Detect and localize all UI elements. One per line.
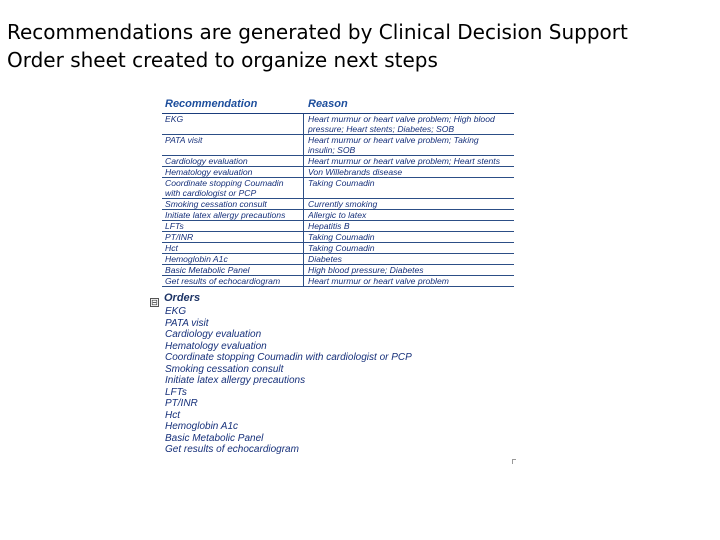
reason-text: Heart murmur or heart valve problem bbox=[308, 276, 449, 286]
recommendation-text: with cardiologist or PCP bbox=[165, 188, 257, 198]
table-row bbox=[162, 156, 514, 167]
header-reason: Reason bbox=[308, 98, 348, 110]
table-row bbox=[162, 276, 514, 287]
recommendation-text: Hemoglobin A1c bbox=[165, 254, 228, 264]
order-item[interactable]: Hematology evaluation bbox=[165, 340, 267, 352]
reason-text: Heart murmur or heart valve problem; Taking bbox=[308, 135, 479, 145]
resize-corner-icon bbox=[512, 459, 516, 464]
recommendation-cell bbox=[162, 199, 304, 209]
reason-cell bbox=[304, 232, 514, 242]
recommendation-text: EKG bbox=[165, 114, 184, 124]
reason-text: pressure; Heart stents; Diabetes; SOB bbox=[308, 124, 455, 134]
reason-cell bbox=[304, 276, 514, 286]
recommendation-table bbox=[162, 98, 514, 287]
order-item[interactable]: Hct bbox=[165, 409, 180, 421]
order-item[interactable]: Coordinate stopping Coumadin with cardiologist or PCP bbox=[165, 352, 412, 363]
table-row bbox=[162, 199, 514, 210]
reason-cell bbox=[304, 254, 514, 264]
recommendation-cell bbox=[162, 114, 304, 134]
table-header bbox=[162, 98, 514, 114]
reason-cell bbox=[304, 199, 514, 209]
order-item[interactable]: PATA visit bbox=[165, 317, 209, 329]
table-row bbox=[162, 254, 514, 265]
reason-text bbox=[308, 188, 514, 198]
reason-cell bbox=[304, 243, 514, 253]
table-row bbox=[162, 135, 514, 156]
reason-text: Diabetes bbox=[308, 254, 342, 264]
reason-text: Hepatitis B bbox=[308, 221, 350, 231]
reason-text: High blood pressure; Diabetes bbox=[308, 265, 424, 275]
order-item[interactable]: Initiate latex allergy precautions bbox=[165, 375, 306, 386]
reason-cell bbox=[304, 135, 514, 155]
order-item[interactable]: Basic Metabolic Panel bbox=[165, 432, 264, 444]
reason-cell bbox=[304, 265, 514, 275]
reason-cell bbox=[304, 156, 514, 166]
recommendation-text: Coordinate stopping Coumadin bbox=[165, 178, 284, 188]
reason-text: insulin; SOB bbox=[308, 145, 356, 155]
order-item[interactable]: Cardiology evaluation bbox=[165, 329, 262, 340]
orders-title: Orders bbox=[164, 292, 201, 304]
recommendation-cell bbox=[162, 156, 304, 166]
order-item[interactable]: EKG bbox=[165, 306, 187, 317]
table-row bbox=[162, 178, 514, 199]
recommendation-cell bbox=[162, 243, 304, 253]
order-item[interactable]: Smoking cessation consult bbox=[165, 363, 284, 375]
recommendation-text: Hct bbox=[165, 243, 178, 253]
table-row bbox=[162, 243, 514, 254]
reason-text: Heart murmur or heart valve problem; High blood bbox=[308, 114, 495, 124]
table-body bbox=[162, 114, 514, 287]
reason-text: Currently smoking bbox=[308, 199, 378, 209]
recommendation-text: Initiate latex allergy precautions bbox=[165, 210, 286, 220]
recommendation-text: PT/INR bbox=[165, 232, 194, 242]
collapse-icon[interactable]: ⊟ bbox=[151, 298, 158, 307]
reason-text: Taking Coumadin bbox=[308, 243, 375, 253]
reason-text: Taking Coumadin bbox=[308, 178, 375, 188]
recommendation-text: PATA visit bbox=[165, 135, 203, 145]
title-line-1: Recommendations are generated by Clinical Decision Support bbox=[7, 20, 628, 44]
slide-title bbox=[7, 18, 707, 74]
order-item[interactable]: PT/INR bbox=[165, 398, 198, 409]
table-row bbox=[162, 232, 514, 243]
title-line-2: Order sheet created to organize next steps bbox=[7, 48, 438, 72]
recommendation-text: Hematology evaluation bbox=[165, 167, 253, 177]
orders-panel bbox=[150, 291, 520, 466]
reason-cell bbox=[304, 167, 514, 177]
table-row bbox=[162, 210, 514, 221]
table-row bbox=[162, 167, 514, 178]
reason-text: Allergic to latex bbox=[308, 210, 367, 220]
reason-cell bbox=[304, 114, 514, 134]
recommendation-cell bbox=[162, 167, 304, 177]
recommendation-cell bbox=[162, 276, 304, 286]
reason-cell bbox=[304, 178, 514, 198]
recommendation-cell bbox=[162, 232, 304, 242]
order-item[interactable]: Get results of echocardiogram bbox=[165, 444, 299, 455]
order-list bbox=[165, 306, 412, 456]
header-recommendation: Recommendation bbox=[165, 98, 258, 110]
reason-text: Taking Coumadin bbox=[308, 232, 375, 242]
recommendation-text bbox=[165, 145, 303, 155]
recommendation-text: Get results of echocardiogram bbox=[165, 276, 281, 286]
reason-text: Heart murmur or heart valve problem; Heart stents bbox=[308, 156, 500, 166]
table-row bbox=[162, 265, 514, 276]
table-row bbox=[162, 114, 514, 135]
recommendation-text: LFTs bbox=[165, 221, 184, 231]
recommendation-cell bbox=[162, 221, 304, 231]
recommendation-text: Smoking cessation consult bbox=[165, 199, 267, 209]
order-item[interactable]: Hemoglobin A1c bbox=[165, 421, 239, 432]
recommendation-text: Basic Metabolic Panel bbox=[165, 265, 250, 275]
recommendation-cell bbox=[162, 265, 304, 275]
recommendation-cell bbox=[162, 210, 304, 220]
reason-text: Von Willebrands disease bbox=[308, 167, 403, 177]
order-item[interactable]: LFTs bbox=[165, 386, 187, 398]
recommendation-text: Cardiology evaluation bbox=[165, 156, 248, 166]
reason-cell bbox=[304, 221, 514, 231]
recommendation-text bbox=[165, 124, 303, 134]
recommendation-cell bbox=[162, 254, 304, 264]
table-row bbox=[162, 221, 514, 232]
recommendation-cell bbox=[162, 135, 304, 155]
recommendation-cell bbox=[162, 178, 304, 198]
reason-cell bbox=[304, 210, 514, 220]
